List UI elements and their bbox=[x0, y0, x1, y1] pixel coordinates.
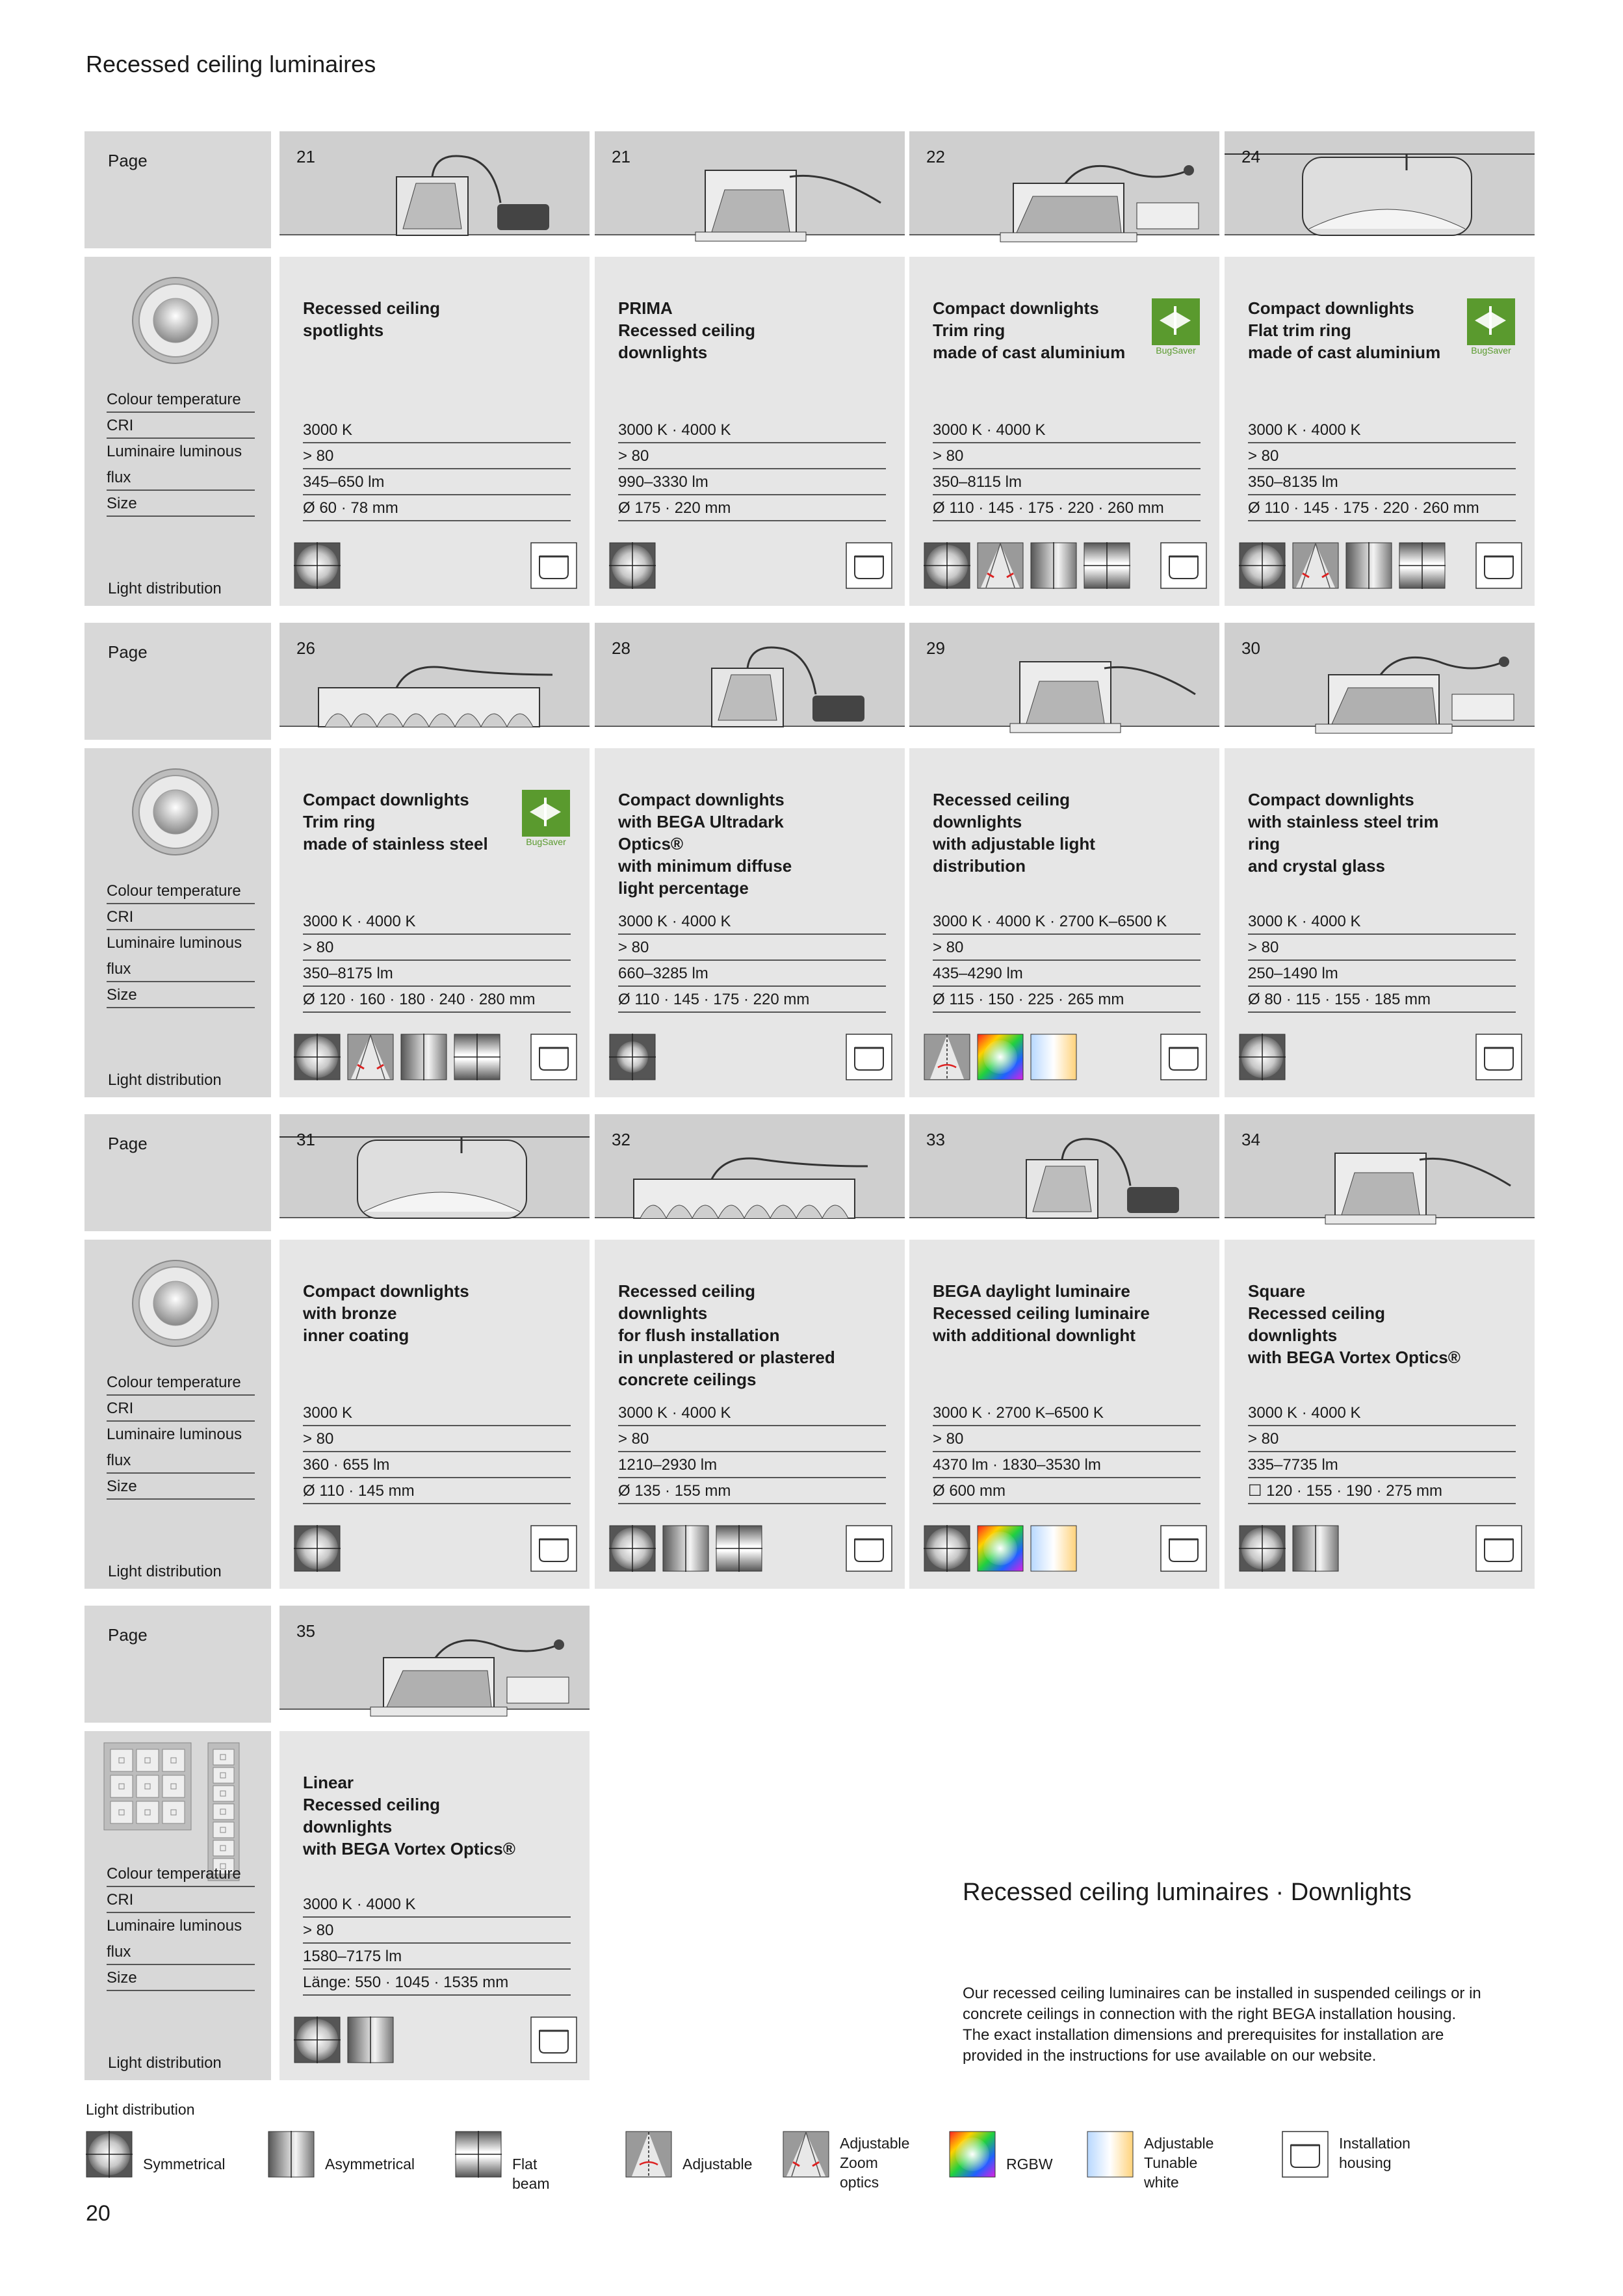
cri-value: > 80 bbox=[303, 443, 571, 469]
bugsaver-badge-icon: BugSaver bbox=[521, 789, 571, 851]
colour-temperature-value: 3000 K · 4000 K · 2700 K–6500 K bbox=[933, 909, 1201, 935]
product-info bbox=[1225, 748, 1535, 1097]
page-number-ref: 33 bbox=[926, 1130, 945, 1149]
product-card[interactable] bbox=[909, 1114, 1219, 1589]
colour-temperature-value: 3000 K · 4000 K bbox=[303, 1892, 571, 1918]
symmetrical-distribution-icon bbox=[294, 1034, 343, 1083]
adjustable-distribution-icon bbox=[924, 1034, 973, 1083]
intro-paragraph: Our recessed ceiling luminaires can be installed in suspended ceilings or in concrete ceilings in connection with the right BEGA installation housing. The exact installation dimensions and prerequisites for installation are provided in the instructions for use available on our website. bbox=[963, 1985, 1481, 2065]
product-info bbox=[595, 257, 905, 606]
flat-distribution-icon bbox=[1084, 542, 1133, 592]
product-illustration bbox=[1225, 1114, 1535, 1231]
luminous-flux-value: 4370 lm · 1830–3530 lm bbox=[933, 1452, 1201, 1478]
installation-housing-icon bbox=[846, 542, 895, 592]
product-illustration bbox=[279, 1114, 590, 1231]
product-title: Square Recessed ceiling downlights with BEGA Vortex Optics® bbox=[1248, 1281, 1461, 1367]
product-title: Compact downlights with bronze inner coating bbox=[303, 1281, 469, 1345]
product-title: Recessed ceiling downlights for flush installation in unplastered or plastered concrete ceilings bbox=[618, 1281, 835, 1389]
symmetrical-distribution-icon bbox=[294, 2016, 343, 2066]
size-value: Länge: 550 · 1045 · 1535 mm bbox=[303, 1970, 571, 1996]
installation-housing-icon bbox=[530, 1525, 580, 1574]
colour-temperature-value: 3000 K · 4000 K bbox=[618, 1400, 886, 1426]
light-distribution-icons bbox=[609, 1034, 895, 1083]
legend-label: Symmetrical bbox=[143, 2156, 226, 2172]
colour-temperature-label: Colour temperature bbox=[107, 1370, 255, 1396]
product-title: Compact downlights with stainless steel trim ring and crystal glass bbox=[1248, 790, 1439, 876]
luminous-flux-label: Luminaire luminous bbox=[107, 934, 242, 952]
bugsaver-badge-icon: BugSaver bbox=[1466, 297, 1516, 359]
page-number-ref: 24 bbox=[1241, 147, 1260, 166]
product-illustration bbox=[909, 623, 1219, 740]
page-number-ref: 35 bbox=[296, 1621, 315, 1641]
light-distribution-icons bbox=[1239, 542, 1525, 592]
product-title: Recessed ceiling downlights with adjustable light distribution bbox=[933, 790, 1095, 876]
light-distribution-icons bbox=[609, 542, 895, 592]
asymmetrical-distribution-icon bbox=[1345, 542, 1395, 592]
page-number-ref: 32 bbox=[612, 1130, 630, 1149]
cri-value: > 80 bbox=[303, 935, 571, 961]
product-illustration bbox=[279, 1606, 590, 1723]
asymmetrical-distribution-icon bbox=[1292, 1525, 1342, 1574]
asymmetrical-distribution-icon bbox=[400, 1034, 450, 1083]
colour-temperature-label: Colour temperature bbox=[107, 878, 255, 904]
page-label-panel bbox=[84, 623, 271, 740]
luminous-flux-value: 435–4290 lm bbox=[933, 961, 1201, 987]
page-number-ref: 26 bbox=[296, 638, 315, 658]
product-title: PRIMA Recessed ceiling downlights bbox=[618, 298, 755, 362]
bugsaver-badge-icon: BugSaver bbox=[1150, 297, 1201, 359]
product-card[interactable] bbox=[595, 623, 905, 1097]
product-card[interactable] bbox=[279, 1606, 590, 2080]
luminous-flux-label-2: flux bbox=[107, 465, 255, 491]
installation-housing-icon bbox=[846, 1525, 895, 1574]
colour-temperature-value: 3000 K bbox=[303, 417, 571, 443]
label-panel bbox=[84, 1240, 271, 1589]
product-illustration bbox=[909, 1114, 1219, 1231]
size-value: Ø 110 · 145 mm bbox=[303, 1478, 571, 1504]
product-card[interactable] bbox=[1225, 131, 1535, 606]
product-info bbox=[595, 1240, 905, 1589]
size-value: Ø 175 · 220 mm bbox=[618, 495, 886, 521]
luminous-flux-value: 660–3285 lm bbox=[618, 961, 886, 987]
light-distribution-icons bbox=[924, 1034, 1210, 1083]
product-title: Recessed ceiling spotlights bbox=[303, 298, 440, 340]
installation-housing-icon bbox=[1475, 542, 1525, 592]
luminous-flux-label: Luminaire luminous bbox=[107, 1426, 242, 1443]
product-thumbnail-icon bbox=[130, 1258, 221, 1352]
legend-label: RGBW bbox=[1006, 2156, 1053, 2172]
luminous-flux-value: 360 · 655 lm bbox=[303, 1452, 571, 1478]
flat-distribution-icon bbox=[716, 1525, 765, 1574]
installation-housing-icon bbox=[1160, 1525, 1210, 1574]
product-title: Linear Recessed ceiling downlights with BEGA Vortex Optics® bbox=[303, 1773, 515, 1859]
product-info bbox=[909, 257, 1219, 606]
intro-heading: Recessed ceiling luminaires · Downlights bbox=[963, 1879, 1412, 1906]
legend-label: Flat beam bbox=[512, 2156, 550, 2192]
colour-temperature-value: 3000 K · 4000 K bbox=[1248, 909, 1516, 935]
intro-section bbox=[963, 1879, 1496, 2067]
product-illustration bbox=[1225, 623, 1535, 740]
luminous-flux-value: 350–8175 lm bbox=[303, 961, 571, 987]
page-label: Page bbox=[108, 1625, 148, 1645]
light-distribution-icons bbox=[609, 1525, 895, 1574]
legend-label: Adjustable Zoom optics bbox=[840, 2135, 910, 2191]
label-column bbox=[84, 623, 271, 1097]
symmetrical-distribution-icon bbox=[294, 1525, 343, 1574]
product-card[interactable] bbox=[909, 623, 1219, 1097]
cri-value: > 80 bbox=[933, 1426, 1201, 1452]
size-value: Ø 115 · 150 · 225 · 265 mm bbox=[933, 987, 1201, 1013]
product-title: Compact downlights Flat trim ring made of cast aluminium bbox=[1248, 298, 1441, 362]
symmetrical-distribution-icon bbox=[924, 1525, 973, 1574]
legend-title: Light distribution bbox=[86, 2101, 195, 2118]
cri-value: > 80 bbox=[933, 935, 1201, 961]
product-illustration bbox=[595, 131, 905, 248]
light-distribution-label: Light distribution bbox=[108, 1071, 222, 1089]
asymmetrical-distribution-icon bbox=[1030, 542, 1080, 592]
light-distribution-icons bbox=[924, 1525, 1210, 1574]
colour-temperature-value: 3000 K · 4000 K bbox=[303, 909, 571, 935]
page-number-ref: 21 bbox=[296, 147, 315, 166]
colour-temperature-value: 3000 K · 4000 K bbox=[618, 909, 886, 935]
colour-temperature-value: 3000 K · 4000 K bbox=[1248, 417, 1516, 443]
colour-temperature-value: 3000 K bbox=[303, 1400, 571, 1426]
colour-temperature-label: Colour temperature bbox=[107, 387, 255, 413]
symmetrical-dark-distribution-icon bbox=[609, 1034, 658, 1083]
product-title: BEGA daylight luminaire Recessed ceiling luminaire with additional downlight bbox=[933, 1281, 1150, 1345]
legend-label: Asymmetrical bbox=[325, 2156, 415, 2172]
product-illustration bbox=[279, 131, 590, 248]
luminous-flux-value: 1580–7175 lm bbox=[303, 1944, 571, 1970]
light-distribution-icons bbox=[1239, 1034, 1525, 1083]
product-illustration bbox=[595, 1114, 905, 1231]
page-label: Page bbox=[108, 151, 148, 170]
product-illustration bbox=[279, 623, 590, 740]
product-card[interactable] bbox=[595, 131, 905, 606]
cri-value: > 80 bbox=[618, 1426, 886, 1452]
luminous-flux-label-2: flux bbox=[107, 956, 255, 982]
page-number-ref: 34 bbox=[1241, 1130, 1260, 1149]
product-info bbox=[595, 748, 905, 1097]
light-distribution-icons bbox=[294, 542, 580, 592]
cri-value: > 80 bbox=[1248, 935, 1516, 961]
symmetrical-distribution-icon bbox=[1239, 542, 1288, 592]
legend-label: Installation housing bbox=[1339, 2135, 1410, 2171]
adjustable-icon bbox=[625, 2131, 672, 2178]
product-title: Compact downlights with BEGA Ultradark Optics® with minimum diffuse light percentage bbox=[618, 790, 792, 898]
housing-icon bbox=[1282, 2131, 1329, 2178]
legend-label: Adjustable Tunable white bbox=[1144, 2135, 1214, 2191]
luminous-flux-label-2: flux bbox=[107, 1448, 255, 1474]
luminous-flux-value: 990–3330 lm bbox=[618, 469, 886, 495]
rgbw-distribution-icon bbox=[977, 1525, 1026, 1574]
cri-value: > 80 bbox=[1248, 1426, 1516, 1452]
installation-housing-icon bbox=[846, 1034, 895, 1083]
label-panel bbox=[84, 257, 271, 606]
light-distribution-icons bbox=[294, 1525, 580, 1574]
zoom-distribution-icon bbox=[977, 542, 1026, 592]
label-column bbox=[84, 131, 271, 606]
light-distribution-icons bbox=[924, 542, 1210, 592]
cri-value: > 80 bbox=[303, 1426, 571, 1452]
product-info bbox=[279, 257, 590, 606]
light-distribution-icons bbox=[294, 1034, 580, 1083]
page-number-ref: 29 bbox=[926, 638, 945, 658]
symmetrical-distribution-icon bbox=[609, 1525, 658, 1574]
size-value: Ø 135 · 155 mm bbox=[618, 1478, 886, 1504]
product-thumbnail-icon bbox=[130, 275, 221, 369]
product-info bbox=[1225, 1240, 1535, 1589]
size-value: ☐ 120 · 155 · 190 · 275 mm bbox=[1248, 1478, 1516, 1504]
tunable-icon bbox=[1087, 2131, 1134, 2178]
asymmetrical-distribution-icon bbox=[347, 2016, 396, 2066]
product-illustration bbox=[1225, 131, 1535, 248]
flat-distribution-icon bbox=[454, 1034, 503, 1083]
cri-value: > 80 bbox=[618, 443, 886, 469]
zoom-icon bbox=[783, 2131, 829, 2178]
page-title: Recessed ceiling luminaires bbox=[86, 51, 376, 77]
product-info bbox=[909, 748, 1219, 1097]
cri-value: > 80 bbox=[303, 1918, 571, 1944]
label-panel bbox=[84, 748, 271, 1097]
colour-temperature-value: 3000 K · 4000 K bbox=[1248, 1400, 1516, 1426]
page-label-panel bbox=[84, 1114, 271, 1231]
label-column bbox=[84, 1114, 271, 1589]
page-number-ref: 21 bbox=[612, 147, 630, 166]
product-illustration bbox=[909, 131, 1219, 248]
light-distribution-label: Light distribution bbox=[108, 1563, 222, 1580]
luminous-flux-value: 1210–2930 lm bbox=[618, 1452, 886, 1478]
installation-housing-icon bbox=[1160, 542, 1210, 592]
zoom-distribution-icon bbox=[347, 1034, 396, 1083]
cri-label: CRI bbox=[107, 1887, 255, 1913]
legend-label: Adjustable bbox=[682, 2156, 753, 2172]
luminous-flux-value: 335–7735 lm bbox=[1248, 1452, 1516, 1478]
symmetrical-distribution-icon bbox=[294, 542, 343, 592]
luminous-flux-label: Luminaire luminous bbox=[107, 443, 242, 460]
luminous-flux-value: 350–8135 lm bbox=[1248, 469, 1516, 495]
rgbw-icon bbox=[949, 2131, 996, 2178]
symmetrical-distribution-icon bbox=[1239, 1034, 1288, 1083]
installation-housing-icon bbox=[530, 542, 580, 592]
product-info bbox=[909, 1240, 1219, 1589]
cri-value: > 80 bbox=[933, 443, 1201, 469]
product-card[interactable] bbox=[279, 131, 590, 606]
product-info bbox=[1225, 257, 1535, 606]
luminous-flux-label: Luminaire luminous bbox=[107, 1917, 242, 1935]
product-card[interactable] bbox=[279, 623, 590, 1097]
light-distribution-label: Light distribution bbox=[108, 580, 222, 597]
cri-value: > 80 bbox=[618, 935, 886, 961]
product-title: Compact downlights Trim ring made of stainless steel bbox=[303, 790, 488, 854]
cri-value: > 80 bbox=[1248, 443, 1516, 469]
installation-housing-icon bbox=[530, 2016, 580, 2066]
size-label: Size bbox=[107, 1965, 255, 1991]
size-value: Ø 600 mm bbox=[933, 1478, 1201, 1504]
page-number-ref: 31 bbox=[296, 1130, 315, 1149]
size-value: Ø 80 · 115 · 155 · 185 mm bbox=[1248, 987, 1516, 1013]
product-card[interactable] bbox=[1225, 1114, 1535, 1589]
size-value: Ø 60 · 78 mm bbox=[303, 495, 571, 521]
installation-housing-icon bbox=[1160, 1034, 1210, 1083]
cri-label: CRI bbox=[107, 413, 255, 439]
size-value: Ø 110 · 145 · 175 · 220 · 260 mm bbox=[933, 495, 1201, 521]
flat-icon bbox=[455, 2131, 502, 2178]
legend bbox=[86, 2131, 1581, 2192]
symmetrical-distribution-icon bbox=[924, 542, 973, 592]
product-thumbnail-icon bbox=[130, 766, 221, 861]
luminous-flux-value: 250–1490 lm bbox=[1248, 961, 1516, 987]
product-info bbox=[279, 1731, 590, 2080]
light-distribution-label: Light distribution bbox=[108, 2054, 222, 2072]
page-label-panel bbox=[84, 1606, 271, 1723]
light-distribution-icons bbox=[294, 2016, 580, 2066]
installation-housing-icon bbox=[530, 1034, 580, 1083]
symmetrical-distribution-icon bbox=[1239, 1525, 1288, 1574]
page-number-ref: 22 bbox=[926, 147, 945, 166]
size-value: Ø 110 · 145 · 175 · 220 mm bbox=[618, 987, 886, 1013]
luminous-flux-value: 345–650 lm bbox=[303, 469, 571, 495]
product-card[interactable] bbox=[909, 131, 1219, 606]
tunable-distribution-icon bbox=[1030, 1034, 1080, 1083]
label-column bbox=[84, 1606, 271, 2080]
rgbw-distribution-icon bbox=[977, 1034, 1026, 1083]
page-label: Page bbox=[108, 1134, 148, 1153]
page-label: Page bbox=[108, 642, 148, 662]
cri-label: CRI bbox=[107, 904, 255, 930]
page-label-panel bbox=[84, 131, 271, 248]
asymmetrical-icon bbox=[268, 2131, 315, 2178]
symmetrical-distribution-icon bbox=[609, 542, 658, 592]
cri-label: CRI bbox=[107, 1396, 255, 1422]
zoom-distribution-icon bbox=[1292, 542, 1342, 592]
page-number: 20 bbox=[86, 2201, 110, 2226]
colour-temperature-value: 3000 K · 4000 K bbox=[618, 417, 886, 443]
installation-housing-icon bbox=[1475, 1034, 1525, 1083]
symmetrical-icon bbox=[86, 2131, 133, 2178]
tunable-distribution-icon bbox=[1030, 1525, 1080, 1574]
product-card[interactable] bbox=[1225, 623, 1535, 1097]
luminous-flux-label-2: flux bbox=[107, 1939, 255, 1965]
colour-temperature-value: 3000 K · 2700 K–6500 K bbox=[933, 1400, 1201, 1426]
page-number-ref: 30 bbox=[1241, 638, 1260, 658]
size-value: Ø 120 · 160 · 180 · 240 · 280 mm bbox=[303, 987, 571, 1013]
size-label: Size bbox=[107, 1474, 255, 1500]
product-info bbox=[279, 748, 590, 1097]
size-value: Ø 110 · 145 · 175 · 220 · 260 mm bbox=[1248, 495, 1516, 521]
product-card[interactable] bbox=[279, 1114, 590, 1589]
flat-distribution-icon bbox=[1399, 542, 1448, 592]
product-illustration bbox=[595, 623, 905, 740]
colour-temperature-value: 3000 K · 4000 K bbox=[933, 417, 1201, 443]
page-number-ref: 28 bbox=[612, 638, 630, 658]
product-info bbox=[279, 1240, 590, 1589]
colour-temperature-label: Colour temperature bbox=[107, 1861, 255, 1887]
product-title: Compact downlights Trim ring made of cast aluminium bbox=[933, 298, 1126, 362]
size-label: Size bbox=[107, 491, 255, 517]
installation-housing-icon bbox=[1475, 1525, 1525, 1574]
light-distribution-icons bbox=[1239, 1525, 1525, 1574]
label-panel bbox=[84, 1731, 271, 2080]
asymmetrical-distribution-icon bbox=[662, 1525, 712, 1574]
size-label: Size bbox=[107, 982, 255, 1008]
luminous-flux-value: 350–8115 lm bbox=[933, 469, 1201, 495]
product-card[interactable] bbox=[595, 1114, 905, 1589]
